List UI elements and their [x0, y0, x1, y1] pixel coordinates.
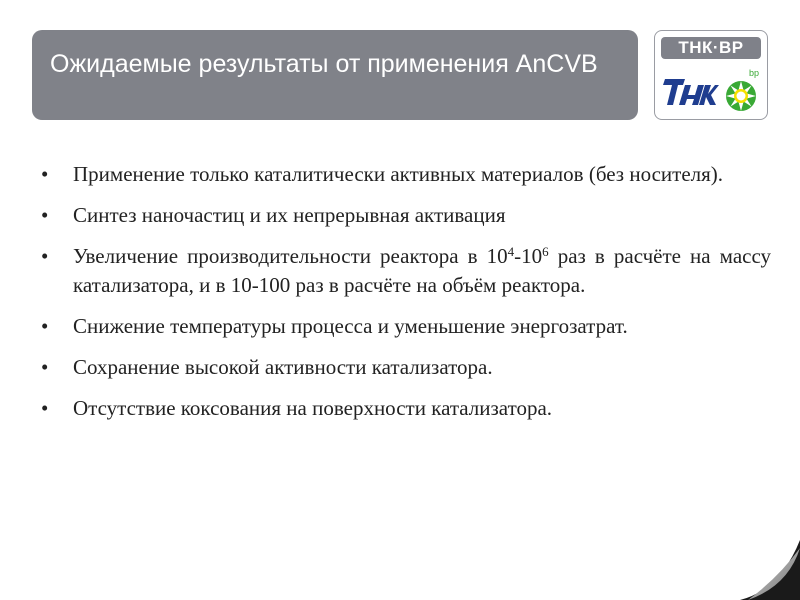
bullet-item: • Отсутствие коксования на поверхности катализатора.: [40, 394, 771, 423]
slide-title: Ожидаемые результаты от применения AnCVB: [32, 30, 638, 120]
bullet-list-container: [40, 160, 771, 435]
bullet-text-part: Увеличение производительности реактора в 10: [73, 244, 508, 268]
bp-mark-text: bp: [749, 68, 760, 78]
company-logo: [654, 30, 768, 120]
bullet-item: • Синтез наночастиц и их непрерывная активация: [40, 201, 771, 230]
bullet-text-part: раз в расчёте на массу катализатора, и в 10-100 раз в расчёте на объём реактора.: [73, 244, 772, 297]
bullet-list: [40, 160, 771, 423]
logo-brand-text: ТНК·ВР: [661, 37, 761, 59]
bp-helios-icon: [721, 67, 765, 115]
tnk-logo-icon: [663, 75, 719, 111]
bullet-item: • Сохранение высокой активности катализатора.: [40, 353, 771, 382]
bullet-item: • Применение только каталитически активных материалов (без носителя).: [40, 160, 771, 189]
bullet-item: [40, 242, 771, 300]
superscript: 6: [542, 244, 549, 259]
bullet-item: • Снижение температуры процесса и уменьшение энергозатрат.: [40, 312, 771, 341]
page-curl-decoration: [740, 540, 800, 600]
superscript: 4: [507, 244, 515, 259]
bullet-text-part: -10: [514, 244, 543, 268]
